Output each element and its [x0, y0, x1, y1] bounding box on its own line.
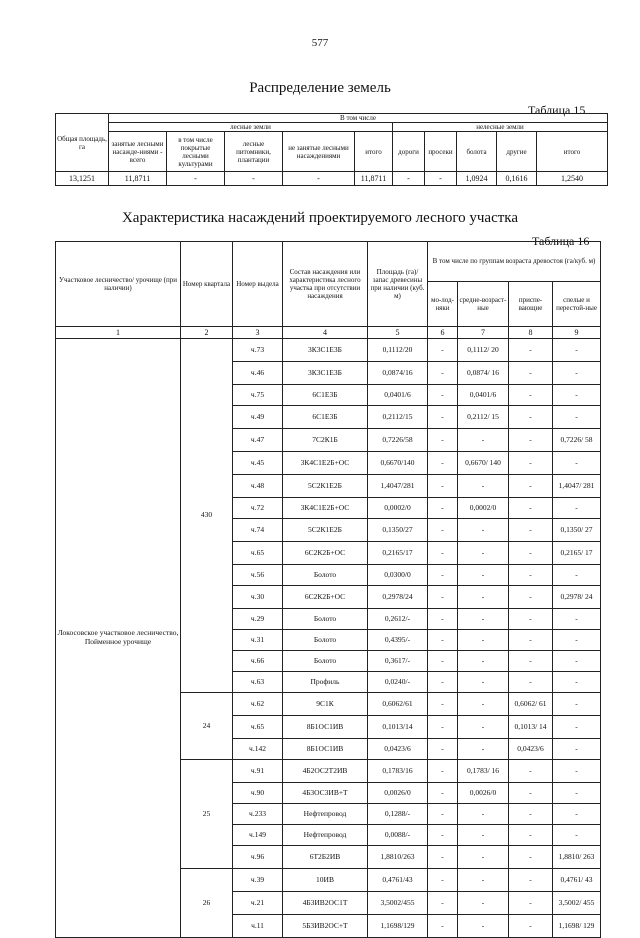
- table-cell: -: [509, 498, 553, 519]
- table-cell: Болото: [283, 651, 368, 672]
- table-cell: Нефтепровод: [283, 804, 368, 825]
- quarter-cell: 26: [181, 869, 233, 938]
- table-cell: ч.65: [233, 542, 283, 565]
- table-cell: -: [428, 846, 458, 869]
- stand-characteristics-title: Характеристика насаждений проектируемого лесного участка: [121, 210, 519, 226]
- table-cell: ч.29: [233, 609, 283, 630]
- table-cell: -: [428, 429, 458, 452]
- table-cell: 0,2165/ 17: [553, 542, 601, 565]
- table-cell: ч.233: [233, 804, 283, 825]
- table-cell: -: [458, 651, 509, 672]
- table-cell: ч.72: [233, 498, 283, 519]
- table-cell: -: [458, 429, 509, 452]
- table-cell: -: [428, 385, 458, 406]
- land-distribution-table: [55, 113, 608, 186]
- table-cell: 0,6670/140: [368, 452, 428, 475]
- table-cell: ч.39: [233, 869, 283, 892]
- district-cell: Локосовское участковое лесничество, Пойменное урочище: [56, 339, 181, 938]
- table-cell: -: [458, 825, 509, 846]
- stand-characteristics-table: [55, 241, 601, 938]
- table-cell: -: [553, 609, 601, 630]
- table-cell: -: [458, 869, 509, 892]
- table-cell: -: [509, 892, 553, 915]
- table-cell: 0,1350/27: [368, 519, 428, 542]
- table-cell: -: [509, 339, 553, 362]
- header-young: мо-лод-няки: [428, 282, 458, 327]
- table-cell: -: [553, 630, 601, 651]
- column-header: занятые лесными насажде-ниями - всего: [109, 132, 167, 172]
- table-cell: -: [428, 693, 458, 716]
- table-cell: 0,4395/-: [368, 630, 428, 651]
- table-cell: -: [553, 716, 601, 739]
- table-cell: -: [428, 609, 458, 630]
- table-cell: ч.65: [233, 716, 283, 739]
- header-maturing: приспе-вающие: [509, 282, 553, 327]
- table-cell: 4Б3ИВ2ОС1Т: [283, 892, 368, 915]
- table-cell: Болото: [283, 609, 368, 630]
- column-header: в том числе покрытые лесными культурами: [167, 132, 225, 172]
- table-cell: Болото: [283, 630, 368, 651]
- table-cell: -: [509, 672, 553, 693]
- column-number: 5: [368, 327, 428, 339]
- table-cell: Болото: [283, 565, 368, 586]
- table-cell: 0,0423/6: [509, 739, 553, 760]
- header-quarter: Номер квартала: [181, 242, 233, 327]
- table-cell: 11,8711: [355, 172, 393, 186]
- table-cell: -: [458, 475, 509, 498]
- table-cell: -: [393, 172, 425, 186]
- table-cell: -: [458, 892, 509, 915]
- table-cell: 0,1112/20: [368, 339, 428, 362]
- table-cell: -: [509, 452, 553, 475]
- table-cell: -: [428, 716, 458, 739]
- table-cell: 1,4047/281: [368, 475, 428, 498]
- table-cell: 1,0924: [457, 172, 497, 186]
- table-cell: -: [428, 804, 458, 825]
- table-cell: ч.48: [233, 475, 283, 498]
- header-area: Площадь (га)/запас древесины при наличии (куб. м): [368, 242, 428, 327]
- table-cell: -: [428, 915, 458, 938]
- table-row: [56, 339, 601, 362]
- column-header: дороги: [393, 132, 425, 172]
- table-cell: 13,1251: [56, 172, 109, 186]
- table-cell: -: [509, 406, 553, 429]
- table-cell: -: [509, 630, 553, 651]
- table-cell: -: [509, 475, 553, 498]
- table-cell: 0,6062/61: [368, 693, 428, 716]
- table-cell: -: [553, 565, 601, 586]
- header-nonforest-lands: нелесные земли: [393, 123, 608, 132]
- table-cell: 6С2К2Б+ОС: [283, 586, 368, 609]
- column-header: просеки: [425, 132, 457, 172]
- table-cell: -: [428, 452, 458, 475]
- table-cell: -: [167, 172, 225, 186]
- table-cell: -: [458, 693, 509, 716]
- column-header: лесные питомники, плантации: [225, 132, 283, 172]
- header-mature: спелые и перестой-ные: [553, 282, 601, 327]
- table-cell: -: [553, 339, 601, 362]
- table-cell: 3К4С1Е2Б+ОС: [283, 452, 368, 475]
- table-cell: -: [428, 783, 458, 804]
- table-cell: 3К3С1Е3Б: [283, 362, 368, 385]
- table-cell: ч.11: [233, 915, 283, 938]
- table-cell: -: [428, 565, 458, 586]
- table-cell: 0,0026/0: [368, 783, 428, 804]
- quarter-cell: 430: [181, 339, 233, 693]
- table-cell: -: [509, 760, 553, 783]
- column-header: не занятые лесными насаждениями: [283, 132, 355, 172]
- table-cell: 0,4761/43: [368, 869, 428, 892]
- table-cell: -: [509, 804, 553, 825]
- table-cell: -: [509, 565, 553, 586]
- table-cell: -: [458, 739, 509, 760]
- table-cell: -: [458, 565, 509, 586]
- table-cell: -: [428, 672, 458, 693]
- table-cell: -: [553, 498, 601, 519]
- table-cell: 0,7226/ 58: [553, 429, 601, 452]
- table-cell: -: [283, 172, 355, 186]
- table-cell: 11,8711: [109, 172, 167, 186]
- table16-label: Таблица 16: [532, 234, 590, 248]
- column-number: 8: [509, 327, 553, 339]
- table-cell: 0,0874/ 16: [458, 362, 509, 385]
- header-composition: Состав насаждения или характеристика лесного участка при отсутствии насаждения: [283, 242, 368, 327]
- table-cell: -: [509, 651, 553, 672]
- table-cell: 9С1К: [283, 693, 368, 716]
- table-cell: 0,1783/16: [368, 760, 428, 783]
- table-cell: -: [509, 846, 553, 869]
- table-cell: 0,3617/-: [368, 651, 428, 672]
- column-number: 4: [283, 327, 368, 339]
- table-cell: 1,4047/ 281: [553, 475, 601, 498]
- table-cell: -: [458, 804, 509, 825]
- table-cell: -: [509, 825, 553, 846]
- table-cell: ч.75: [233, 385, 283, 406]
- table-cell: ч.49: [233, 406, 283, 429]
- table-cell: 0,6062/ 61: [509, 693, 553, 716]
- table-cell: 0,1350/ 27: [553, 519, 601, 542]
- table-cell: -: [225, 172, 283, 186]
- table-cell: 6Т2Б2ИВ: [283, 846, 368, 869]
- header-total-area: Общая площадь, га: [56, 114, 109, 172]
- table-cell: 1,8810/263: [368, 846, 428, 869]
- table-cell: 0,2165/17: [368, 542, 428, 565]
- table-cell: 10ИВ: [283, 869, 368, 892]
- table-cell: 0,1288/-: [368, 804, 428, 825]
- table-cell: -: [553, 804, 601, 825]
- table-cell: 0,2112/15: [368, 406, 428, 429]
- table-cell: 0,1783/ 16: [458, 760, 509, 783]
- table-cell: ч.90: [233, 783, 283, 804]
- table-cell: -: [428, 498, 458, 519]
- table-cell: ч.73: [233, 339, 283, 362]
- table-cell: -: [509, 783, 553, 804]
- table-cell: 0,0300/0: [368, 565, 428, 586]
- table-cell: Профиль: [283, 672, 368, 693]
- table-cell: -: [458, 716, 509, 739]
- table-cell: 3,5002/455: [368, 892, 428, 915]
- table-cell: -: [509, 362, 553, 385]
- table-cell: ч.149: [233, 825, 283, 846]
- table-cell: 0,0423/6: [368, 739, 428, 760]
- table-cell: ч.74: [233, 519, 283, 542]
- table-cell: 7С2К1Б: [283, 429, 368, 452]
- table-cell: ч.30: [233, 586, 283, 609]
- column-number: 6: [428, 327, 458, 339]
- table-cell: -: [553, 783, 601, 804]
- table-cell: 1,1698/129: [368, 915, 428, 938]
- table-cell: ч.66: [233, 651, 283, 672]
- table-cell: -: [509, 542, 553, 565]
- table-cell: -: [458, 586, 509, 609]
- table-cell: -: [428, 651, 458, 672]
- table-cell: -: [428, 760, 458, 783]
- table-cell: 0,6670/ 140: [458, 452, 509, 475]
- column-header: итого: [355, 132, 393, 172]
- table-cell: 0,1013/14: [368, 716, 428, 739]
- table-cell: ч.96: [233, 846, 283, 869]
- table-cell: -: [428, 739, 458, 760]
- table-cell: -: [458, 846, 509, 869]
- table-cell: 8Б1ОС1ИВ: [283, 739, 368, 760]
- table-cell: 0,1616: [497, 172, 537, 186]
- table-cell: 8Б1ОС1ИВ: [283, 716, 368, 739]
- table-cell: 0,0874/16: [368, 362, 428, 385]
- table-cell: -: [509, 385, 553, 406]
- table-cell: -: [458, 672, 509, 693]
- table-cell: Нефтепровод: [283, 825, 368, 846]
- table-cell: -: [428, 869, 458, 892]
- table-cell: -: [428, 339, 458, 362]
- column-number: 7: [458, 327, 509, 339]
- header-district: Участковое лесничество/ урочище (при наличии): [56, 242, 181, 327]
- table-cell: -: [458, 542, 509, 565]
- table-cell: -: [509, 586, 553, 609]
- table-cell: -: [458, 609, 509, 630]
- table-cell: ч.63: [233, 672, 283, 693]
- table15-label: Таблица 15: [528, 103, 586, 117]
- table-cell: -: [553, 452, 601, 475]
- table-cell: 5С2К1Е2Б: [283, 475, 368, 498]
- table-cell: -: [428, 406, 458, 429]
- table-cell: -: [553, 693, 601, 716]
- table-cell: -: [428, 542, 458, 565]
- table-cell: ч.45: [233, 452, 283, 475]
- table-cell: -: [428, 892, 458, 915]
- table-cell: -: [458, 519, 509, 542]
- table-cell: 0,2978/24: [368, 586, 428, 609]
- table-cell: 3,5002/ 455: [553, 892, 601, 915]
- table-cell: -: [458, 630, 509, 651]
- table-cell: 4Б2ОС2Т2ИВ: [283, 760, 368, 783]
- column-number: 9: [553, 327, 601, 339]
- table-cell: 4Б3ОС3ИВ+Т: [283, 783, 368, 804]
- table-cell: 0,2612/-: [368, 609, 428, 630]
- table-cell: 0,2978/ 24: [553, 586, 601, 609]
- column-number: 1: [56, 327, 181, 339]
- table-cell: 1,1698/ 129: [553, 915, 601, 938]
- table-cell: 6С1Е3Б: [283, 406, 368, 429]
- table-cell: -: [428, 825, 458, 846]
- table-cell: 0,1013/ 14: [509, 716, 553, 739]
- table-cell: 0,0401/6: [458, 385, 509, 406]
- table-cell: ч.46: [233, 362, 283, 385]
- table-cell: 0,1112/ 20: [458, 339, 509, 362]
- table-cell: ч.47: [233, 429, 283, 452]
- table-cell: -: [428, 630, 458, 651]
- table-cell: ч.21: [233, 892, 283, 915]
- page-number: 577: [311, 37, 329, 49]
- table-cell: -: [553, 672, 601, 693]
- table-cell: -: [553, 739, 601, 760]
- table-cell: ч.31: [233, 630, 283, 651]
- header-middle-aged: средне-возраст-ные: [458, 282, 509, 327]
- header-in-total: В том числе: [109, 114, 608, 123]
- column-number: 3: [233, 327, 283, 339]
- table-cell: -: [509, 609, 553, 630]
- column-number: 2: [181, 327, 233, 339]
- table-cell: -: [509, 915, 553, 938]
- table-cell: ч.142: [233, 739, 283, 760]
- table-cell: -: [458, 915, 509, 938]
- table-cell: 1,8810/ 263: [553, 846, 601, 869]
- table-row: [56, 172, 608, 186]
- column-header: болота: [457, 132, 497, 172]
- table-cell: 0,0240/-: [368, 672, 428, 693]
- table-cell: 0,0002/0: [368, 498, 428, 519]
- quarter-cell: 25: [181, 760, 233, 869]
- table-cell: 6С2К2Б+ОС: [283, 542, 368, 565]
- table-cell: -: [428, 586, 458, 609]
- header-allotment: Номер выдела: [233, 242, 283, 327]
- header-forest-lands: лесные земли: [109, 123, 393, 132]
- table-cell: 0,0002/0: [458, 498, 509, 519]
- table-cell: 3К3С1Е3Б: [283, 339, 368, 362]
- table-cell: 0,7226/58: [368, 429, 428, 452]
- table-cell: 5С2К1Е2Б: [283, 519, 368, 542]
- table-cell: -: [553, 406, 601, 429]
- table-cell: -: [428, 519, 458, 542]
- table-cell: -: [553, 651, 601, 672]
- table-cell: -: [553, 385, 601, 406]
- table-cell: ч.56: [233, 565, 283, 586]
- table-cell: 5Б3ИВ2ОС+Т: [283, 915, 368, 938]
- table-cell: 3К4С1Е2Б+ОС: [283, 498, 368, 519]
- table-cell: 6С1Е3Б: [283, 385, 368, 406]
- table-cell: -: [553, 362, 601, 385]
- table-cell: 0,0401/6: [368, 385, 428, 406]
- table-cell: 1,2540: [537, 172, 608, 186]
- column-header: итого: [537, 132, 608, 172]
- table-cell: 0,0026/0: [458, 783, 509, 804]
- table-cell: -: [428, 475, 458, 498]
- table-cell: ч.91: [233, 760, 283, 783]
- table-cell: -: [509, 869, 553, 892]
- table-cell: -: [509, 519, 553, 542]
- table-cell: -: [553, 760, 601, 783]
- table-cell: ч.62: [233, 693, 283, 716]
- quarter-cell: 24: [181, 693, 233, 760]
- table-cell: -: [428, 362, 458, 385]
- column-header: другие: [497, 132, 537, 172]
- table-cell: -: [553, 825, 601, 846]
- table-cell: -: [509, 429, 553, 452]
- table-cell: 0,4761/ 43: [553, 869, 601, 892]
- table-cell: 0,0088/-: [368, 825, 428, 846]
- header-age-groups: В том числе по группам возраста древостоя (га/куб. м): [428, 242, 601, 282]
- table-cell: 0,2112/ 15: [458, 406, 509, 429]
- table-cell: -: [425, 172, 457, 186]
- land-distribution-title: Распределение земель: [249, 80, 391, 96]
